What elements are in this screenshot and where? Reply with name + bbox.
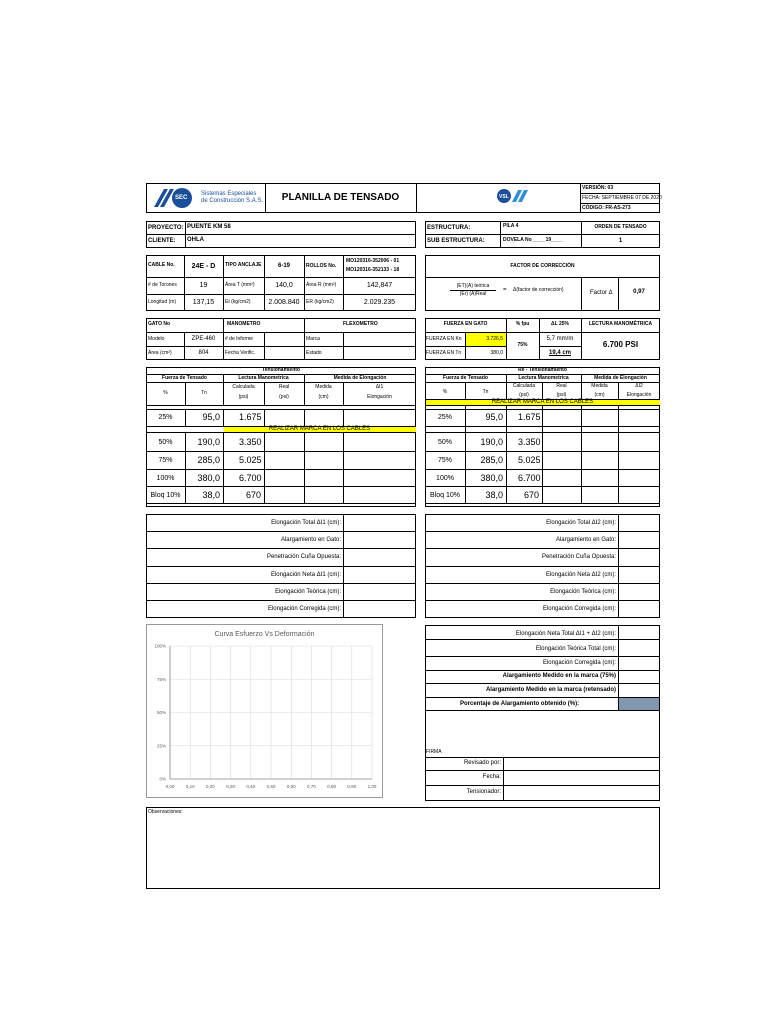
tension-left-title: Tensionamiento <box>262 367 300 373</box>
orden-label: ORDEN DE TENSADO <box>594 224 647 230</box>
svg-text:VSL: VSL <box>499 194 509 200</box>
teorica-total-label: Elongación Teórica Total (cm): <box>535 646 616 652</box>
version: VERSIÓN: 03 <box>582 185 614 191</box>
left-row-4-psi: 6.700 <box>239 473 262 483</box>
marca-75-label: Alargamiento Medido en la marca (75%) <box>502 673 616 679</box>
observaciones-box[interactable] <box>146 807 660 889</box>
left-row-5-psi: 670 <box>245 490 261 500</box>
left-dl1-header: ΔI1 <box>375 384 384 390</box>
estructura-value: PILA 4 <box>503 223 519 229</box>
fpu-value: 75% <box>517 342 528 348</box>
chart-y-tick-label: 0% <box>159 776 166 782</box>
summary-right-4: Elongación Neta ΔI2 (cm): <box>545 572 616 578</box>
er-value: 2.029.235 <box>363 299 396 306</box>
left-row-1-tn: 95,0 <box>202 412 220 422</box>
tension-right-title: Re - Tensionamiento <box>518 367 567 373</box>
torones-value: 19 <box>199 282 208 289</box>
right-row-1-tn: 95,0 <box>485 412 503 422</box>
right-row-4-psi: 6.700 <box>518 473 541 483</box>
summary-right-3: Penetración Cuña Opuesta: <box>541 554 616 560</box>
rollos-label: ROLLOS No. <box>306 263 337 269</box>
company-name-2: de Construcción S.A.S. <box>201 198 264 204</box>
fuerza-gato-title: FUERZA EN GATO <box>443 321 488 327</box>
left-medida-header: Medida <box>315 384 332 390</box>
gato-label: GATO No <box>148 321 171 327</box>
left-row-1-pct: 25% <box>158 414 173 421</box>
left-marca-banner: REALIZAR MARCA EN LOS CABLES <box>268 426 371 432</box>
fuerza-kn-label: FUERZA EN Kn <box>426 336 462 342</box>
right-medida-label: Medida de Elongación <box>594 375 647 381</box>
left-row-5-tn: 38,0 <box>202 490 220 500</box>
et-value: 2.008.840 <box>268 299 300 306</box>
corregida-label: Elongación Corregida (cm): <box>542 660 616 666</box>
left-row-3-psi: 5.025 <box>239 455 262 465</box>
left-real-header: Real <box>278 384 290 390</box>
fuerza-kn-value: 3.726,5 <box>486 336 503 342</box>
retensado-label: Alargamiento Medido en la marca (retensado) <box>485 687 616 693</box>
form-date: FECHA: SEPTIEMBRE 07 DE 2020 <box>582 195 662 201</box>
left-calculada-unit: (psi) <box>238 394 249 400</box>
summary-left-6: Elongación Corregida (cm): <box>267 606 341 612</box>
chart-x-tick-label: 0,20 <box>206 784 215 789</box>
formula-delta: Δ(factor de corrección) <box>513 287 564 293</box>
right-row-3-pct: 75% <box>437 457 452 464</box>
marca-label: Marca <box>306 336 320 342</box>
left-medida-unit: (cm) <box>318 394 329 400</box>
left-row-3-tn: 285,0 <box>197 455 220 465</box>
right-row-4-tn: 380,0 <box>480 473 503 483</box>
area-label: Área (cm²) <box>148 350 172 356</box>
elongacion-cm: 19,4 cm <box>548 350 572 356</box>
area-t-label: Área T (mm²) <box>225 282 255 288</box>
right-real-unit: (psi) <box>556 392 567 398</box>
chart-x-tick-label: 0,90 <box>347 784 357 789</box>
observaciones-label: Observaciones: <box>148 809 183 815</box>
informe-label: # de Informe <box>225 336 254 342</box>
summary-right-2: Alargamiento en Gato: <box>555 537 616 543</box>
chart-x-tick-label: 1,00 <box>367 784 377 789</box>
right-row-5-psi: 670 <box>523 490 539 500</box>
right-dl2-header: ΔI2 <box>635 383 643 389</box>
signature-block <box>425 711 660 801</box>
factor-label: Factor Δ <box>590 290 613 296</box>
cliente-label: CLIENTE: <box>148 238 176 244</box>
porcentaje-cell <box>619 698 659 710</box>
right-row-3-tn: 285,0 <box>480 455 503 465</box>
summary-left-4: Elongación Neta ΔI1 (cm): <box>270 572 341 578</box>
left-row-2-psi: 3.350 <box>239 437 262 447</box>
right-real-header: Real <box>556 383 567 389</box>
fpu-title: % fpu <box>515 321 530 327</box>
area-r-value: 142,847 <box>366 282 393 289</box>
chart-x-tick-label: 0,30 <box>226 784 235 789</box>
left-row-5-pct: Bloq 10% <box>150 492 181 499</box>
right-row-2-tn: 190,0 <box>480 437 503 447</box>
chart-y-tick-label: 75% <box>156 676 166 682</box>
left-row-4-tn: 380,0 <box>197 473 220 483</box>
orden-value: 1 <box>618 238 623 244</box>
tipo-anclaje-label: TIPO ANCLAJE <box>225 262 262 268</box>
right-row-1-pct: 25% <box>437 414 452 421</box>
left-fuerza-label: Fuerza de Tensado <box>162 375 207 381</box>
fuerza-tn-label: FUERZA EN Tn <box>426 350 462 356</box>
left-medida-label: Medida de Elongación <box>333 375 387 381</box>
left-elong-header: Elongación <box>367 394 392 400</box>
left-row-1-psi: 1.675 <box>239 412 262 422</box>
dl-title: ΔL 25% <box>551 321 569 327</box>
logo-text: SEC <box>175 195 188 201</box>
lectura-psi-value: 6.700 PSI <box>602 340 639 349</box>
longitud-value: 137,15 <box>192 299 215 306</box>
right-row-5-tn: 38,0 <box>485 490 503 500</box>
left-row-4-pct: 100% <box>156 475 175 482</box>
summary-right-5: Elongación Teórica (cm): <box>550 589 616 595</box>
right-row-2-psi: 3.350 <box>518 437 541 447</box>
chart-x-tick-label: 0,60 <box>286 784 296 789</box>
left-tn-header: Tn <box>201 390 207 396</box>
modelo-value: ZPE-460 <box>191 336 216 342</box>
formula-denominator: (Er) (A)Real <box>459 291 487 297</box>
tipo-anclaje-value: 6-19 <box>277 263 290 269</box>
right-elong-header: Elongación <box>626 392 652 398</box>
left-row-3-pct: 75% <box>158 457 173 464</box>
sub-estructura-label: SUB ESTRUCTURA: <box>427 238 485 244</box>
right-calculada-header: Calculada <box>512 383 536 389</box>
area-t-value: 140,0 <box>275 282 293 289</box>
right-row-5-pct: Bloq 10% <box>430 492 460 499</box>
dovela-value: DOVELA No_____19____ <box>503 237 563 243</box>
summary-left-2: Alargamiento en Gato: <box>280 537 341 543</box>
right-fuerza-label: Fuerza de Tensado <box>443 375 488 381</box>
summary-left-3: Penetración Cuña Opuesta: <box>266 554 341 560</box>
elongacion-mm: 5,7 mm/m <box>546 336 574 342</box>
right-row-4-pct: 100% <box>436 475 454 482</box>
area-value: 804 <box>198 350 209 356</box>
chart-x-tick-label: 0,50 <box>266 784 276 789</box>
fecha-label: Fecha: <box>482 774 501 780</box>
factor-title: FACTOR DE CORRECCIÓN <box>510 263 575 269</box>
longitud-label: Longitud (m) <box>148 299 177 305</box>
summary-left-1: Elongación Total ΔI1 (cm): <box>271 520 341 526</box>
chart-x-tick-label: 0,80 <box>327 784 336 789</box>
company-name-1: Sistemas Especiales <box>201 191 257 197</box>
lectura-manometrica-title: LECTURA MANOMÉTRICA <box>588 321 653 327</box>
right-marca-banner: REALIZAR MARCA EN LOS CABLES <box>491 399 594 405</box>
area-r-label: Área R (mm²) <box>306 282 337 288</box>
chart-title: Curva Esfuerzo Vs Deformación <box>214 631 315 638</box>
summary-right-1: Elongación Total ΔI2 (cm): <box>546 520 616 526</box>
summary-right-6: Elongación Corregida (cm): <box>542 606 616 612</box>
form-code: CÓDIGO: FR-AS-273 <box>582 205 631 211</box>
er-label: ER (kg/cm2) <box>306 299 334 305</box>
summary-left-5: Elongación Teórica (cm): <box>275 589 341 595</box>
left-row-2-pct: 50% <box>158 439 173 446</box>
rollos-value-1: MO120316-352006 - 01 <box>346 258 400 264</box>
vsl-logo <box>496 188 536 204</box>
page-title: PLANILLA DE TENSADO <box>281 192 400 203</box>
flexometro-label: FLEXOMETRO <box>343 321 378 327</box>
et-label: Et (kg/cm2) <box>225 299 251 305</box>
stress-strain-chart <box>146 624 383 798</box>
porcentaje-label: Porcentaje de Alargamiento obtenido (%): <box>460 701 580 707</box>
tensionador-label: Tensionador: <box>466 789 501 795</box>
formula-equals: = <box>503 287 507 293</box>
estado-label: Estado <box>306 350 322 356</box>
fecha-verific-label: Fecha Verific. <box>225 350 256 356</box>
right-row-3-psi: 5.025 <box>518 455 541 465</box>
proyecto-label: PROYECTO: <box>148 225 184 231</box>
company-logo <box>152 187 200 209</box>
chart-y-tick-label: 25% <box>156 743 166 749</box>
cable-no-label: CABLE No. <box>148 262 175 268</box>
estructura-label: ESTRUCTURA: <box>427 225 471 231</box>
left-calculada-header: Calculada <box>232 384 255 390</box>
chart-x-tick-label: 0,00 <box>165 784 175 789</box>
cliente-value: OHLA <box>187 237 204 243</box>
firma-label: FIRMA <box>426 749 442 755</box>
modelo-label: Modelo <box>148 336 165 342</box>
chart-x-tick-label: 0,40 <box>246 784 256 789</box>
cable-no-value: 24E - D <box>191 263 216 270</box>
proyecto-value: PUENTE KM 58 <box>187 224 231 230</box>
chart-x-tick-label: 0,10 <box>185 784 195 789</box>
right-calculada-unit: (psi) <box>519 392 529 398</box>
right-lectura-label: Lectura Manometrica <box>518 375 569 381</box>
chart-y-tick-label: 100% <box>154 643 166 649</box>
neta-total-label: Elongación Neta Total ΔI1 + ΔI2 (cm): <box>515 631 616 637</box>
formula-numerator: (ET)(A) teórica <box>456 283 490 289</box>
fuerza-tn-value: 380,0 <box>490 350 503 356</box>
right-pct-header: % <box>442 389 448 395</box>
left-row-2-tn: 190,0 <box>197 437 220 447</box>
revisado-label: Revisado por: <box>463 760 501 766</box>
right-tn-header: Tn <box>482 389 489 395</box>
right-row-2-pct: 50% <box>437 439 452 446</box>
factor-value: 0,97 <box>633 289 645 295</box>
left-real-unit: (psi) <box>279 394 289 400</box>
right-medida-unit: (cm) <box>594 392 605 398</box>
left-lectura-label: Lectura Manometrica <box>238 375 289 381</box>
right-medida-header: Medida <box>591 383 608 389</box>
torones-label: # de Torones <box>148 282 177 288</box>
rollos-value-2: MO120316-352133 - 18 <box>346 267 400 273</box>
chart-x-tick-label: 0,70 <box>307 784 316 789</box>
manometro-label: MANOMETRO <box>227 321 261 327</box>
right-row-1-psi: 1.675 <box>518 412 541 422</box>
chart-y-tick-label: 50% <box>156 710 166 715</box>
left-pct-header: % <box>163 390 168 396</box>
